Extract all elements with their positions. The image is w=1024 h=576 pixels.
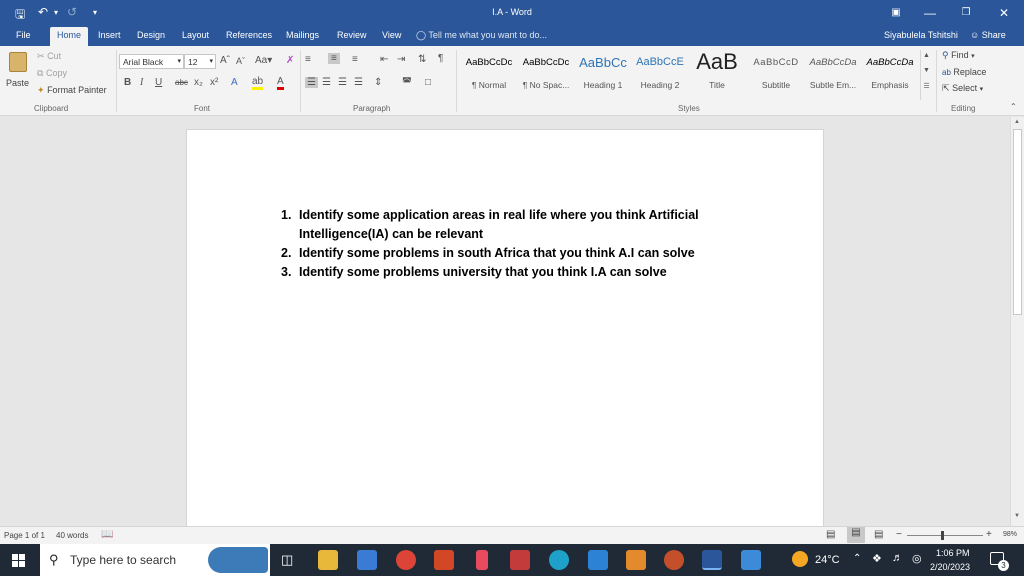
chrome-icon[interactable] [396,550,416,570]
user-name[interactable]: Siyabulela Tshitshi [884,30,958,40]
close-icon[interactable]: ✕ [998,6,1010,20]
window-title: I.A - Word [492,7,532,17]
edge-icon[interactable] [549,550,569,570]
search-icon: ⚲ [942,50,949,60]
grow-font-icon[interactable]: Aˆ [220,55,230,66]
divider [936,50,937,112]
font-name-value: Arial Black [123,57,164,67]
replace-button[interactable] [942,67,986,77]
weather-temperature[interactable]: 24°C [815,554,840,566]
zoom-in-icon[interactable]: + [986,529,992,540]
chevron-up-icon: ▲ [923,52,930,59]
fl-studio-icon[interactable] [664,550,684,570]
paragraph-group-label: Paragraph [353,104,391,113]
tab-layout[interactable]: Layout [182,30,210,40]
list-number: 1. [281,208,292,222]
strikethrough-icon[interactable]: abc [175,78,188,87]
person-icon: ☺ [970,30,980,40]
cursor-icon: ⇱ [942,83,950,93]
clipboard-icon [9,52,27,72]
paste-button[interactable] [6,50,30,98]
replace-icon: ab [942,68,951,77]
style-name: Subtle Em... [809,80,857,90]
paste-label: Paste [6,78,30,88]
show-formatting-icon[interactable]: ¶ [438,53,444,64]
list-item-text: Identify some problems in south Africa that you think A.I can solve [299,246,695,260]
chevron-down-icon: ▾ [971,53,975,60]
shading-icon[interactable]: ◚ [402,77,412,88]
copy-icon: ⧉ [37,68,44,78]
save-icon[interactable]: 🖫 [15,7,26,21]
windows-start-icon[interactable] [12,554,25,567]
format-painter-button[interactable] [37,85,107,96]
underline-icon[interactable]: U [155,77,163,88]
undo-icon[interactable]: ↶ [38,5,49,19]
print-layout-icon[interactable]: ▤ [847,527,865,543]
borders-icon[interactable]: □ [425,77,432,88]
font-size-select[interactable] [184,54,216,69]
photos-icon[interactable] [741,550,761,570]
taskbar-search-input[interactable] [40,544,270,576]
tab-file[interactable]: File [16,30,31,40]
list-item[interactable] [281,244,741,263]
style-no-spacing[interactable] [517,49,575,99]
style-name: Subtitle [761,80,791,90]
style-sample: AaBbCcD [753,57,799,68]
chevron-down-icon: ▾ [209,58,213,65]
list-item-text: Identify some application areas in real life where you think Artificial Intelligence(IA) can be relevant [299,208,699,241]
style-sample: AaB [696,49,738,74]
style-name: ¶ Normal [471,80,507,90]
media-player-icon[interactable] [626,550,646,570]
brush-icon: ✦ [37,85,45,95]
font-color-icon[interactable]: A [277,77,284,90]
format-painter-label: Format Painter [47,85,107,95]
style-sample: AaBbCcDc [522,57,570,68]
minimize-icon[interactable]: — [924,6,936,20]
text-effects-icon[interactable]: A [231,77,238,88]
customize-quick-access-icon[interactable]: ▾ [93,8,98,17]
tab-view[interactable]: View [382,30,402,40]
bold-icon[interactable]: B [124,77,132,88]
styles-scroll[interactable] [920,50,932,100]
clock-date[interactable]: 2/20/2023 [930,562,971,572]
undo-dropdown-icon[interactable]: ▾ [54,8,59,17]
app-icon[interactable] [510,550,530,570]
line-spacing-icon[interactable]: ⇕ [374,77,383,88]
multilevel-list-icon[interactable]: ≡ [352,54,358,65]
weather-icon[interactable] [792,551,808,567]
align-right-icon[interactable]: ☰ [338,77,347,88]
word-icon[interactable] [702,550,722,570]
font-size-value: 12 [188,57,198,67]
list-number: 3. [281,265,292,279]
lightbulb-icon: ◯ [416,30,427,40]
page-count[interactable]: Page 1 of 1 [4,531,45,540]
style-name: ¶ No Spac... [522,80,570,90]
numbered-list [281,206,741,282]
divider [456,50,457,112]
collapse-ribbon-icon[interactable]: ⌃ [1010,102,1017,111]
restore-icon[interactable]: ❐ [961,7,971,18]
file-explorer-icon[interactable] [318,550,338,570]
style-sample: AaBbCcE [636,56,684,68]
highlight-icon[interactable]: ab [252,77,263,90]
style-sample: AaBbCcDa [809,57,857,68]
cut-button[interactable] [37,51,61,62]
zoom-level[interactable]: 98% [1003,531,1018,538]
notification-count-badge: 3 [998,560,1009,571]
ribbon-tabs [0,27,1024,46]
increase-indent-icon[interactable]: ⇥ [397,54,406,65]
font-name-select[interactable] [119,54,184,69]
bullets-icon[interactable]: ≡ [305,54,311,65]
style-sample: AaBbCc [579,55,627,70]
style-name: Emphasis [871,80,909,90]
divider [116,50,117,112]
superscript-icon[interactable]: x² [210,77,219,88]
more-styles-icon: ☰ [923,83,930,90]
align-center-icon[interactable]: ☰ [322,77,331,88]
select-button[interactable] [942,83,983,94]
tab-mailings[interactable]: Mailings [286,30,320,40]
style-normal[interactable] [460,49,518,99]
justify-icon[interactable]: ☰ [354,77,363,88]
clipboard-group-label: Clipboard [34,104,69,113]
redo-icon[interactable]: ↺ [67,5,78,19]
chevron-down-icon: ▼ [923,67,930,74]
style-title[interactable] [688,49,746,99]
ribbon-display-options-icon[interactable]: ▣ [891,7,901,18]
share-label: Share [981,30,1006,40]
powerpoint-icon[interactable] [434,550,454,570]
volume-icon[interactable]: ♬ [892,552,903,564]
wifi-icon[interactable]: ◎ [912,553,922,565]
mail-icon[interactable] [588,550,608,570]
scissors-icon: ✂ [37,51,45,61]
zoom-slider-thumb[interactable] [941,531,944,540]
tab-insert[interactable]: Insert [98,30,121,40]
decrease-indent-icon[interactable]: ⇤ [380,54,389,65]
style-subtle-emphasis[interactable] [804,49,862,99]
title-bar [0,0,1024,27]
tab-review[interactable]: Review [337,30,367,40]
proofing-icon[interactable]: 📖 [101,529,114,540]
tell-me-search[interactable] [416,30,547,41]
shrink-font-icon[interactable]: Aˇ [236,56,245,66]
style-heading-2[interactable] [631,49,689,99]
replace-label: Replace [953,67,987,77]
read-mode-icon[interactable]: ▤ [826,529,836,540]
clock-time[interactable]: 1:06 PM [936,548,970,558]
tab-references[interactable]: References [226,30,273,40]
word-count[interactable]: 40 words [56,531,89,540]
tab-home[interactable]: Home [50,27,88,46]
cut-label: Cut [47,51,62,61]
dropbox-icon[interactable]: ❖ [872,553,882,565]
figma-icon[interactable] [476,550,488,570]
list-number: 2. [281,246,292,260]
zoom-slider[interactable] [907,535,983,536]
sort-icon[interactable]: ⇅ [418,54,427,65]
clear-formatting-icon[interactable]: ✗ [286,55,295,66]
numbering-icon[interactable]: ≡ [328,53,340,64]
styles-group-label: Styles [678,104,700,113]
scroll-thumb[interactable] [1013,129,1022,315]
style-name: Title [709,80,725,90]
search-highlight-image [208,547,268,573]
style-sample: AaBbCcDa [866,57,914,68]
select-label: Select [952,83,978,93]
store-icon[interactable] [357,550,377,570]
share-button[interactable] [970,30,1006,40]
chevron-down-icon: ▾ [177,58,181,65]
document-workspace [0,117,1010,526]
subscript-icon[interactable]: x₂ [194,77,203,88]
change-case-icon[interactable]: Aa▾ [255,55,273,66]
search-icon: ⚲ [49,552,59,567]
ribbon [0,46,1024,116]
editing-group-label: Editing [951,104,976,113]
zoom-out-icon[interactable]: − [896,529,902,540]
list-item[interactable] [281,263,741,282]
chevron-down-icon: ▾ [979,86,984,93]
style-heading-1[interactable] [574,49,632,99]
document-page[interactable] [186,129,824,526]
scroll-up-icon[interactable]: ▲ [1014,119,1020,125]
find-label: Find [951,50,969,60]
find-button[interactable] [942,50,975,61]
copy-label: Copy [45,68,67,78]
list-item-text: Identify some problems university that you think I.A can solve [299,265,667,279]
tell-me-label: Tell me what you want to do... [428,30,547,40]
style-name: Heading 1 [583,80,623,90]
tab-design[interactable]: Design [137,30,166,40]
style-sample: AaBbCcDc [465,57,513,68]
italic-icon[interactable]: I [140,77,144,88]
list-item[interactable] [281,206,741,244]
status-bar [0,526,1024,544]
scroll-down-icon[interactable]: ▼ [1014,513,1020,519]
web-layout-icon[interactable]: ▤ [874,529,884,540]
divider [300,50,301,112]
style-emphasis[interactable] [861,49,919,99]
style-subtitle[interactable] [747,49,805,99]
vertical-scrollbar[interactable] [1010,117,1024,526]
task-view-icon[interactable]: ◫ [281,552,294,567]
search-placeholder: Type here to search [70,553,177,567]
font-group-label: Font [194,104,211,113]
show-hidden-icons-icon[interactable]: ⌃ [853,553,862,564]
style-name: Heading 2 [640,80,680,90]
align-left-icon[interactable]: ☰ [307,77,316,88]
copy-button[interactable] [37,68,67,79]
taskbar [0,544,1024,576]
